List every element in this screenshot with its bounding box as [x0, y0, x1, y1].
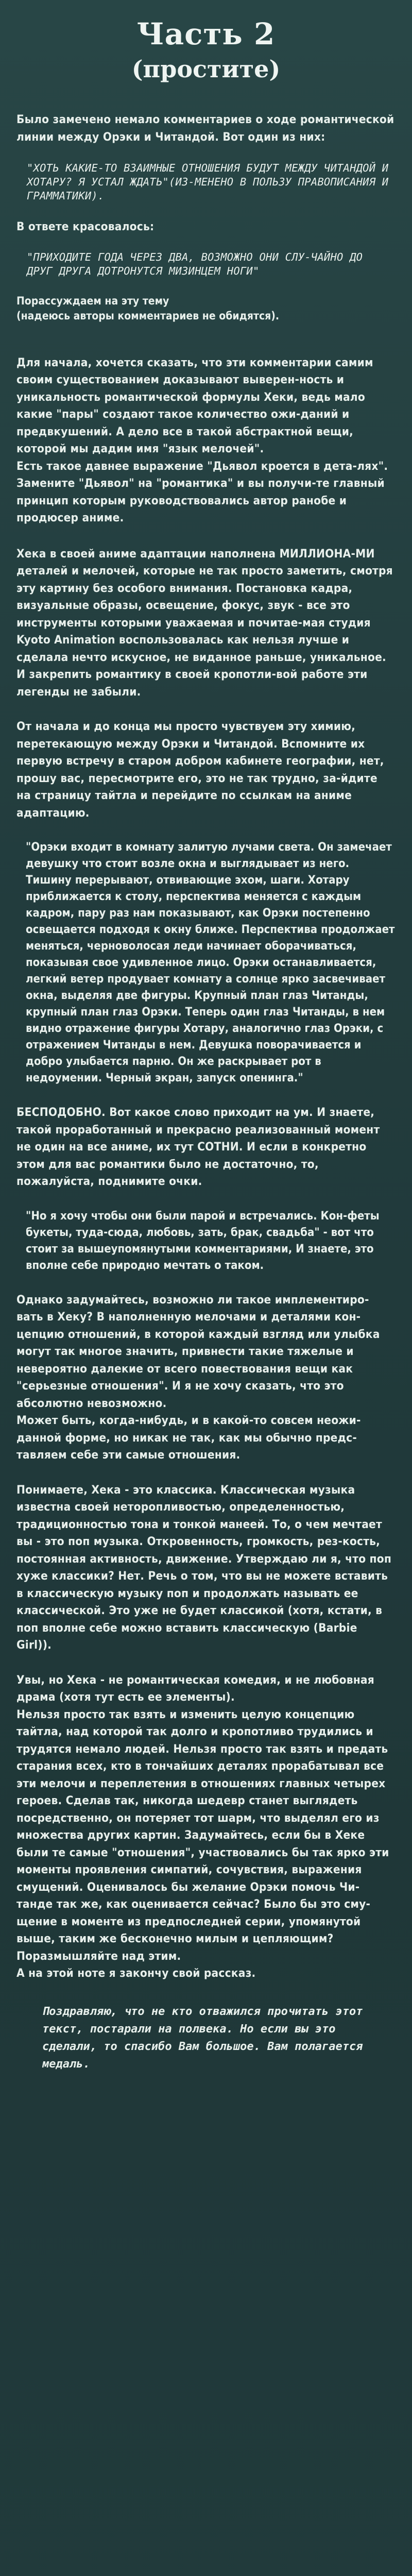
article-body — [0, 84, 412, 2073]
paragraph-1: Для начала, хочется сказать, что эти комментарии самим своим существованием доказывают выверен-ность и уникальность романтической формулы Хеки, ведь мало какие "пары" создают такое количество ожи-даний и предвкушений. А дело все в такой абстрактной вещи, которой мы дадим имя "язык мелочей". Есть такое давнее выражение "Дьявол кроется в дета-лях". Замените "Дьявол" на "романтика" и вы получи-те главный принцип которым руководствовались автор ранобе и продюсер аниме. — [16, 355, 388, 524]
intro-paragraph: Было замечено немало комментариев о ходе романтической линии между Орэки и Читандой. Вот один из них: — [16, 113, 394, 144]
paragraph-3: От начала и до конца мы просто чувствуем эту химию, перетекающую между Орэки и Читандой. Вспомните их первую встречу в старом добром кабинете географии, нет, прошу вас, пересмотрите его, это не так трудно, за-йдите на страницу тайтла и перейдите по ссылкам на аниме адаптацию. — [16, 720, 384, 820]
paragraph-6-quote: "Но я хочу чтобы они были парой и встречались. Кон-феты букеты, туда-сюда, любовь, зать, брак, свадьба" - вот что стоит за вышеупомянутыми комментариями, И знаете, это вполне себе природно мечтать о таком. — [26, 1209, 380, 1272]
closing-note: Поздравляю, что не кто отважился прочитать этот текст, постарали на полвека. Но если вы это сделали, то спасибо Вам большое. Вам полагается медаль. — [42, 2005, 363, 2071]
paragraph-5: БЕСПОДОБНО. Вот какое слово приходит на ум. И знаете, такой проработанный и прекрасно реализованный момент не один на все аниме, их тут СОТНИ. И если в конкретно этом для вас романтики было не достаточно, то, пожалуйста, поднимите очки. — [16, 1106, 380, 1188]
paragraph-9: Увы, но Хека - не романтическая комедия, и не любовная драма (хотя тут есть ее элементы). Нельзя просто так взять и изменить целую концепцию тайтла, над которой так долго и кропотливо трудились и трудятся немало людей. Нельзя просто так взять и предать старания всех, кто в тончайших деталях прорабатывал все эти мелочи и переплетения в отношениях главных четырех героев. Сделав так, никогда шедевр станет выглядеть посредственно, он потеряет тот шарм, что выделял его из множества других картин. Задумайтесь, если бы в Хеке были те самые "отношения", участвовались бы так ярко эти моменты проявления симпатий, сочувствия, выражения смущений. Оценивалось бы желание Орэки помочь Чи-танде так же, как оценивается сейчас? Было бы это сму-щение в моменте из предпоследней серии, упомянутой выше, таким же бесконечно милым и цепляющим? Поразмышляйте над этим. А на этой ноте я закончу свой рассказ. — [16, 1673, 389, 1980]
quote-comment-1: "ХОТЬ КАКИЕ-ТО ВЗАИМНЫЕ ОТНОШЕНИЯ БУДУТ МЕЖДУ ЧИТАНДОЙ И ХОТАРУ? Я УСТАЛ ЖДАТЬ"(ИЗ-МЕНЕНО В ПОЛЬЗУ ПРАВОПИСАНИЯ И ГРАММАТИКИ). — [27, 162, 389, 202]
reply-label: В ответе красовалось: — [16, 220, 154, 233]
reasoning-intro: Порассуждаем на эту тему (надеюсь авторы комментариев не обидятся). — [16, 294, 280, 322]
page-title: Часть 2 — [136, 16, 276, 52]
paragraph-8: Понимаете, Хека - это классика. Классическая музыка известна своей неторопливостью, определенностью, традиционностью тона и тонкой манеей. То, о чем мечтает вы - это поп музыка. Откровенность, громкость, рез-кость, постоянная активность, движение. Утверждаю ли я, что поп хуже классики? Нет. Речь о том, что вы не можете вставить в классическую музыку поп и продолжать называть ее классической. Это уже не будет классикой (хотя, кстати, в поп вполне себе можно вставить классическую (Barbie Girl)). — [16, 1483, 392, 1652]
header — [0, 0, 412, 84]
paragraph-7: Однако задумайтесь, возможно ли такое имплементиро-вать в Хеку? В наполненную мелочами и деталями кон-цепцию отношений, в которой каждый взгляд или улыбка могут так многое значить, привнести такие тяжелые и невероятно далекие от всего повествования вещи как "серьезные отношения". И я не хочу сказать, что это абсолютно невозможно. Может быть, когда-нибудь, и в какой-то совсем неожи-данной форме, но никак не так, как мы обычно предс-тавляем себе эти самые отношения. — [16, 1293, 380, 1462]
paragraph-4-quote: "Орэки входит в комнату залитую лучами света. Он замечает девушку что стоит возле окна и выглядывает из него. Тишину перерывают, отвивающие эхом, шаги. Хотару приближается к столу, перспектива меняется с каждым кадром, пару раз нам показывают, как Орэки постепенно освещается подходя к окну ближе. Перспектива продолжает меняться, черноволосая леди начинает оборачиваться, показывая свое удивленное лицо. Орэки останавливается, легкий ветер продувает комнату а солнце ярко засвечивает окна, выделяя две фигуры. Крупный план глаз Читанды, крупный план глаз Орэки. Теперь один глаз Читанды, в нем видно отражение фигуры Хотару, аналогично глаз Орэки, с отражением Читанды в нем. Девушка поворачивается и добро улыбается парню. Он же раскрывает рот в недоумении. Черный экран, запуск опенинга." — [26, 841, 395, 1084]
page-subtitle: (простите) — [131, 55, 281, 83]
quote-comment-2: "ПРИХОДИТЕ ГОДА ЧЕРЕЗ ДВА, ВОЗМОЖНО ОНИ СЛУ-ЧАЙНО ДО ДРУГ ДРУГА ДОТРОНУТСЯ МИЗИНЦЕМ НОГИ" — [27, 250, 363, 277]
paragraph-2: Хека в своей аниме адаптации наполнена МИЛЛИОНА-МИ деталей и мелочей, которые не так просто заметить, смотря эту картину без особого внимания. Постановка кадра, визуальные образы, освещение, фокус, звук - все это инструменты которыми уважаемая и почитае-мая студия Kyoto Animation воспользовалась как нельзя лучше и сделала нечто искусное, не виданное раньше, уникальное. И закрепить романтику в своей кропотли-вой работе эти легенды не забыли. — [16, 547, 393, 699]
